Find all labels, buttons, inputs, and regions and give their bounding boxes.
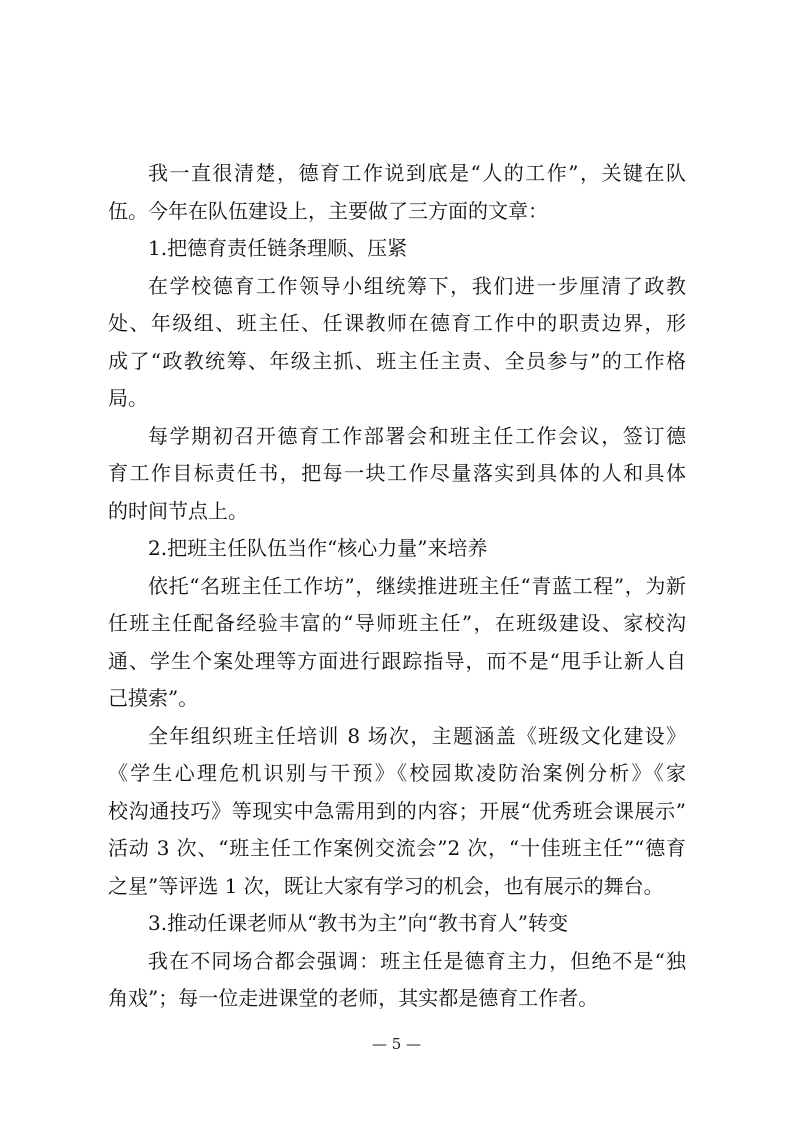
text-line: 的时间节点上。 [108,498,248,523]
text-line: 校沟通技巧》等现实中急需用到的内容；开展“优秀班会课展示” [108,798,686,823]
text-line: 通、学生个案处理等方面进行跟踪指导，而不是“甩手让新人自 [108,648,686,673]
text-line: 《学生心理危机识别与干预》《校园欺凌防治案例分析》《家 [108,761,686,785]
section-heading: 1.把德育责任链条理顺、压紧 [148,236,408,260]
text-line: 局。 [108,386,148,410]
text-line: 我在不同场合都会强调：班主任是德育主力，但绝不是“独 [148,948,686,973]
text-line: 我一直很清楚，德育工作说到底是“人的工作”，关键在队 [148,161,686,185]
text-line: 育工作目标责任书，把每一块工作尽量落实到具体的人和具体 [108,461,686,485]
text-line: 己摸索”。 [108,686,199,710]
text-line: 全年组织班主任培训 8 场次，主题涵盖《班级文化建设》 [148,723,686,748]
text-line: 任班主任配备经验丰富的“导师班主任”，在班级建设、家校沟 [108,611,686,635]
text-line: 成了“政教统筹、年级主抓、班主任主责、全员参与”的工作格 [108,348,686,373]
text-line: 角戏”；每一位走进课堂的老师，其实都是德育工作者。 [108,986,599,1010]
text-line: 在学校德育工作领导小组统筹下，我们进一步厘清了政教 [148,273,686,298]
text-line: 活动 3 次、“班主任工作案例交流会”2 次，“十佳班主任”“德育 [108,836,686,860]
text-line: 伍。今年在队伍建设上，主要做了三方面的文章： [108,198,548,223]
text-line: 处、年级组、班主任、任课教师在德育工作中的职责边界，形 [108,311,686,335]
page-number: — 5 — [371,1035,422,1053]
section-heading: 3.推动任课老师从“教书为主”向“教书育人”转变 [148,911,568,935]
text-line: 依托“名班主任工作坊”，继续推进班主任“青蓝工程”，为新 [148,573,686,598]
text-line: 之星”等评选 1 次，既让大家有学习的机会，也有展示的舞台。 [108,873,664,898]
text-line: 每学期初召开德育工作部署会和班主任工作会议，签订德 [148,423,686,448]
section-heading: 2.把班主任队伍当作“核心力量”来培养 [148,536,488,560]
document-body [108,155,686,1018]
